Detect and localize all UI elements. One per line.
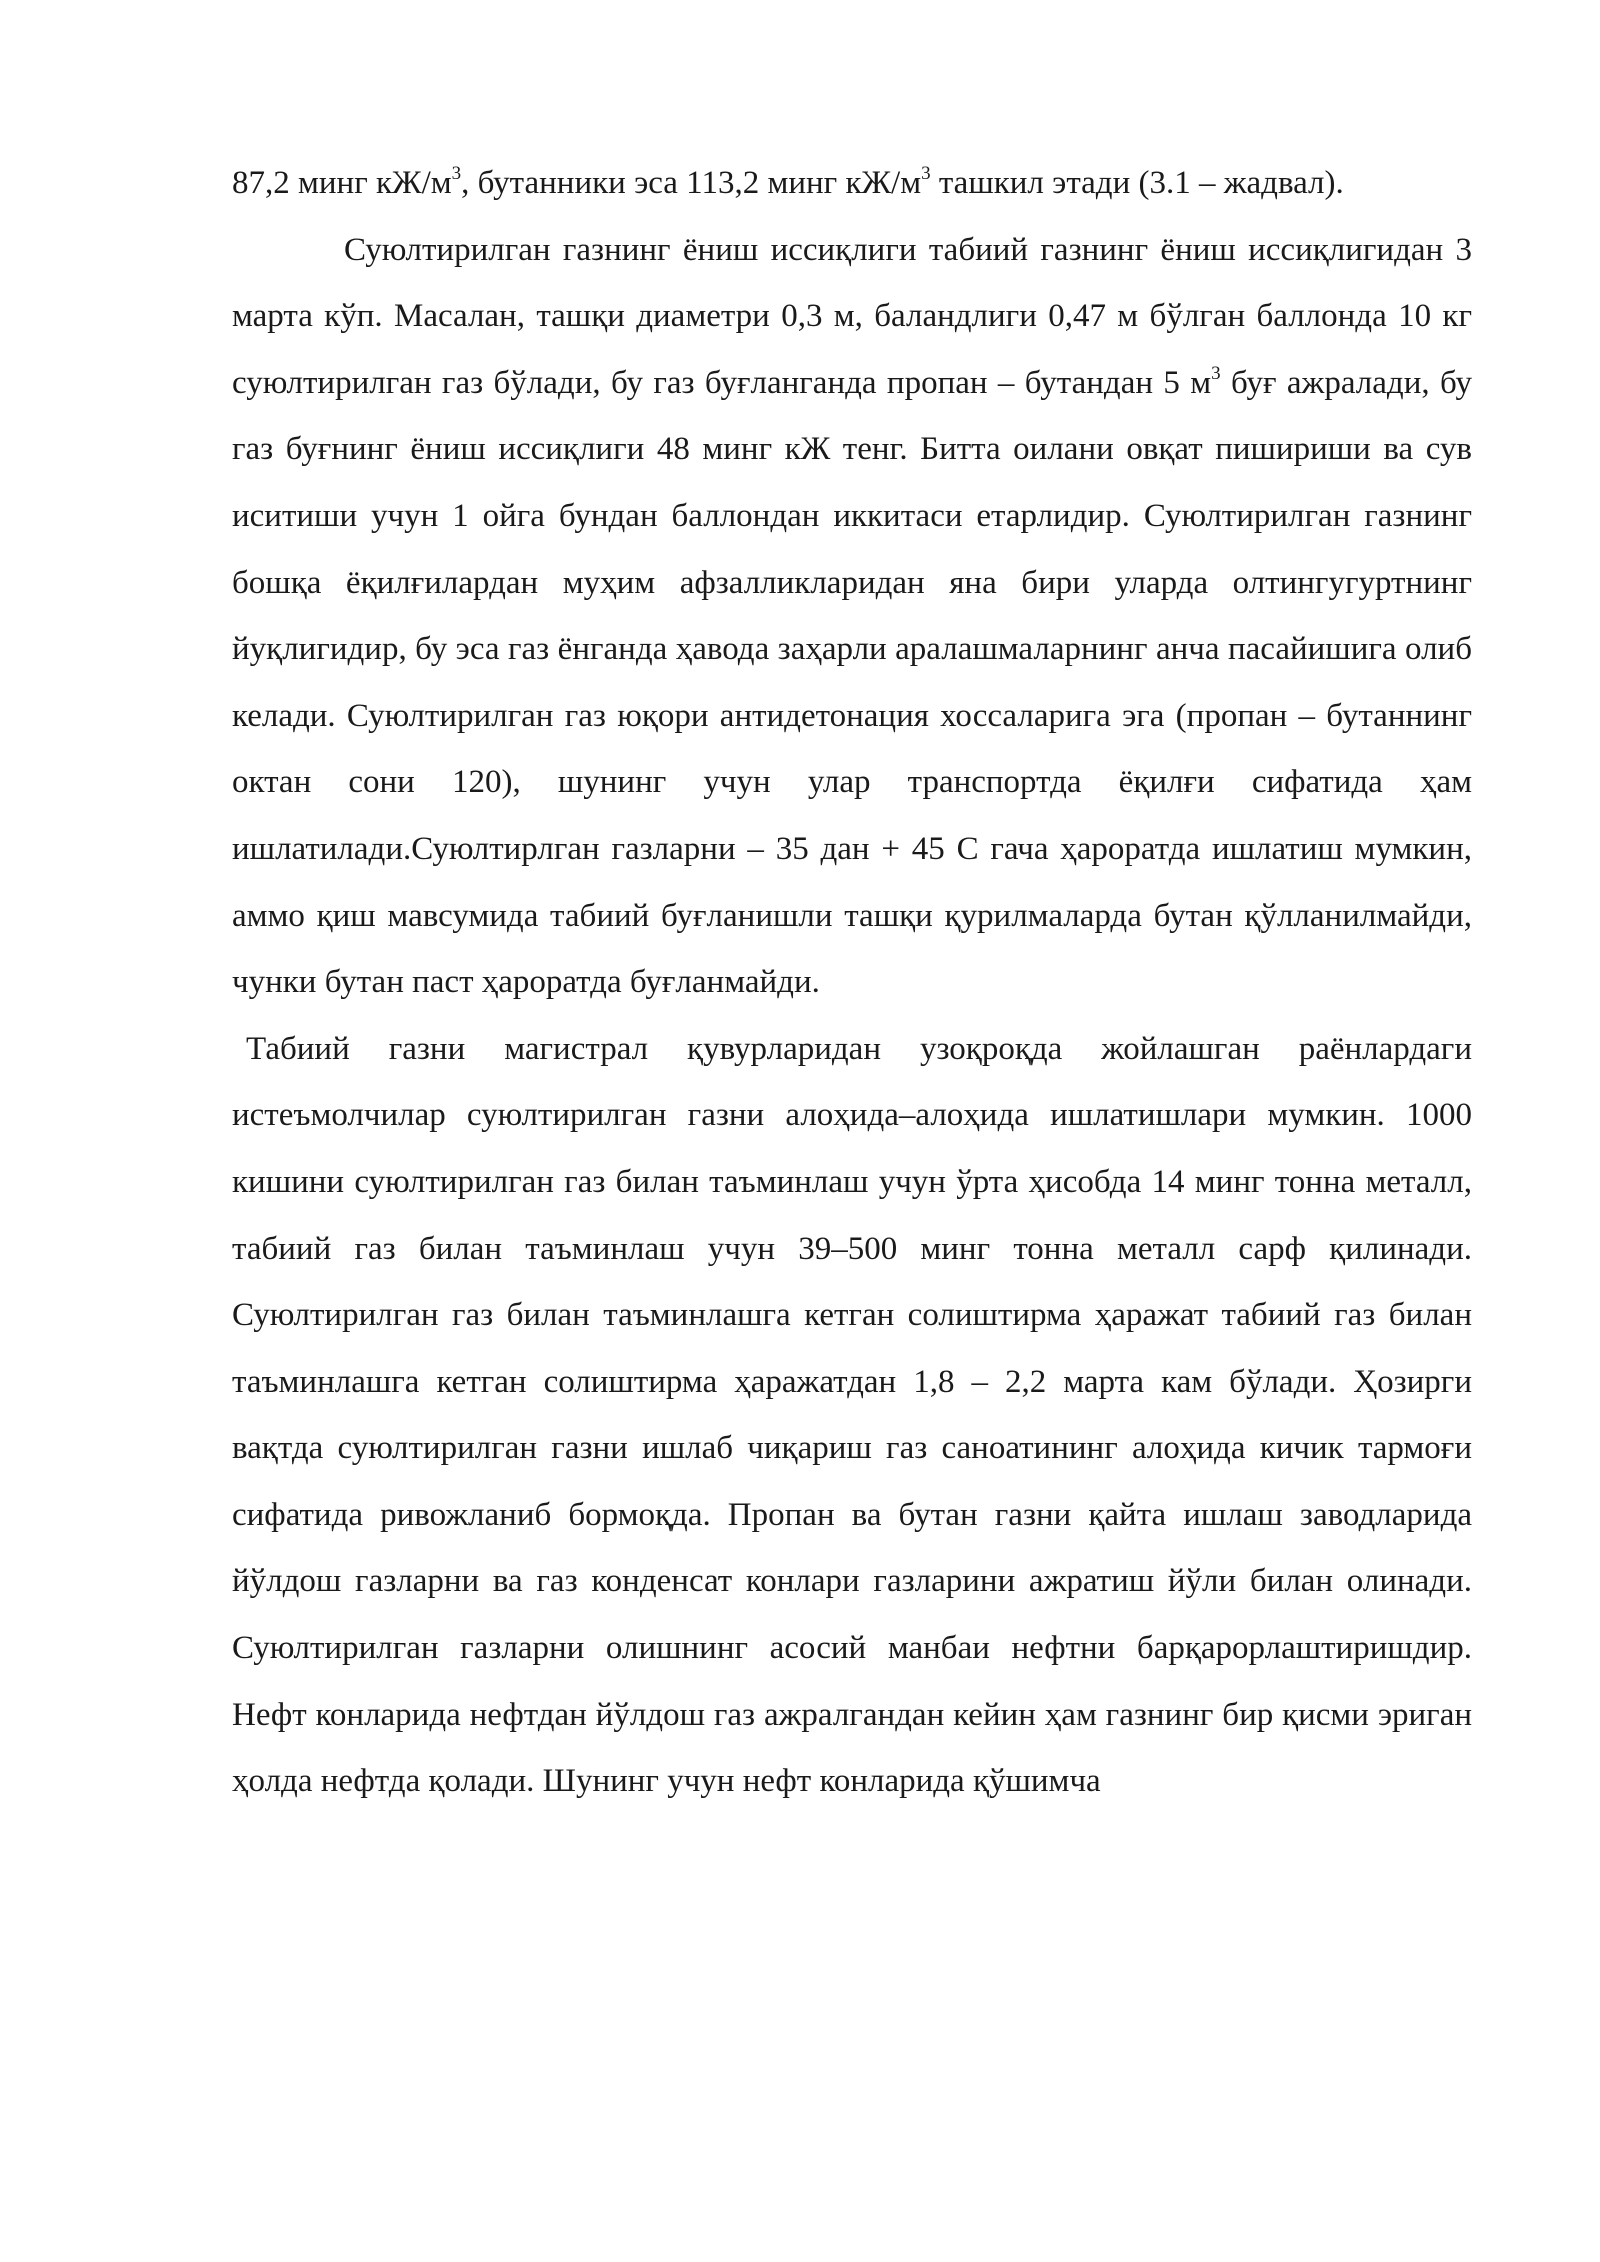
document-body — [232, 150, 1472, 1815]
paragraph-2 — [232, 217, 1472, 1016]
paragraph-2-text-b: буғ ажралади, бу газ буғнинг ёниш иссиқлиги 48 минг кЖ тенг. Битта оилани овқат пишириши ва сув иситиши учун 1 ойга бундан баллондан иккитаси етарлидир. Суюлтирилган газнинг бошқа ёқилғилардан муҳим афзалликларидан яна бири уларда олтингугуртнинг йуқлигидир, бу эса газ ёнганда ҳавода заҳарли аралашмаларнинг анча пасайишига олиб келади. Суюлтирилган газ юқори антидетонация хоссаларига эга (пропан – бутаннинг октан сони 120), шунинг учун улар транспортда ёқилғи сифатида ҳам ишлатилади.Суюлтирлган газларни – 35 дан + 45 С гача ҳароратда ишлатиш мумкин, аммо қиш мавсумида табиий буғланишли ташқи қурилмаларда бутан қўлланилмайди, чунки бутан паст ҳароратда буғланмайди. — [232, 364, 1473, 1001]
superscript-cubic: 3 — [921, 163, 931, 184]
superscript-cubic: 3 — [1211, 362, 1221, 384]
superscript-cubic: 3 — [451, 163, 462, 184]
paragraph-1-text-c: ташкил этади (3.1 – жадвал). — [930, 165, 1344, 201]
paragraph-3-text: Табиий газни магистрал қувурларидан узоқроқда жойлашган раёнлардаги истеъмолчилар суюлтирилган газни алоҳида–алоҳида ишлатишлари мумкин. 1000 кишини суюлтирилган газ билан таъминлаш учун ўрта ҳисобда 14 минг тонна металл, табиий газ билан таъминлаш учун 39–500 минг тонна металл сарф қилинади. Суюлтирилган газ билан таъминлашга кетган солиштирма ҳаражат табиий газ билан таъминлашга кетган солиштирма ҳаражатдан 1,8 – 2,2 марта кам бўлади. Ҳозирги вақтда суюлтирилган газни ишлаб чиқариш газ саноатининг алоҳида кичик тармоғи сифатида ривожланиб бормоқда. Пропан ва бутан газни қайта ишлаш заводларида йўлдош газларни ва газ конденсат конлари газларини ажратиш йўли билан олинади. Суюлтирилган газларни олишнинг асосий манбаи нефтни барқарорлаштиришдир. Нефт конларида нефтдан йўлдош газ ажралгандан кейин ҳам газнинг бир қисми эриган ҳолда нефтда қолади. Шунинг учун нефт конларида қўшимча — [232, 1030, 1472, 1800]
paragraph-2-text-a: Суюлтирилган газнинг ёниш иссиқлиги табиий газнинг ёниш иссиқлигидан 3 марта кўп. Масалан, ташқи диаметри 0,3 м, баландлиги 0,47 м бўлган баллонда 10 кг суюлтирилган газ бўлади, бу газ буғланганда пропан – бутандан 5 м — [232, 231, 1472, 401]
paragraph-3 — [232, 1016, 1472, 1815]
paragraph-1 — [232, 150, 1472, 217]
paragraph-1-text-b: , бутанники эса 113,2 минг кЖ/м — [461, 165, 922, 201]
paragraph-1-text-a: 87,2 минг кЖ/м — [232, 165, 452, 201]
